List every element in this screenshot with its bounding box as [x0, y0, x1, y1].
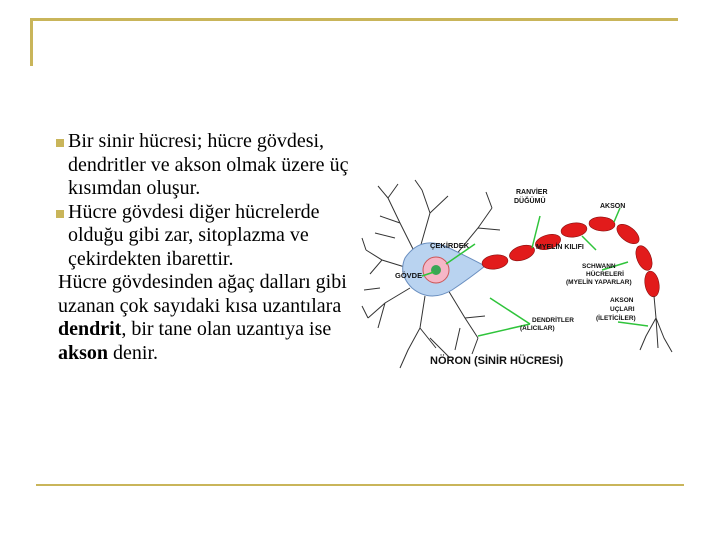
bullet-square-icon [56, 139, 64, 147]
myelin-label: MYELİN KILIFI [536, 244, 584, 251]
bold-term: akson [58, 341, 109, 364]
text-segment: Bir sinir hücresi; hücre gövdesi, dendritler ve akson olmak üzere üç kısımdan oluşur. [68, 130, 349, 199]
dendrite-label-1: DENDRİTLER [532, 317, 574, 324]
text-segment: Hücre gövdesinden ağaç dalları gibi uzanan çok sayıdaki kısa uzantılara [58, 271, 347, 317]
schwann-label-3: (MYELİN YAPARLAR) [566, 279, 632, 286]
paragraph [52, 271, 352, 365]
axon-terminal-label-1: AKSON [610, 297, 634, 304]
slide-text-block [52, 130, 352, 365]
bullet-paragraph [52, 130, 352, 201]
text-segment: denir. [108, 341, 159, 364]
ranvier-label-1: RANVİER [516, 189, 548, 196]
schwann-label-2: HÜCRELERİ [586, 271, 624, 278]
nucleus-label: ÇEKİRDEK [430, 241, 470, 250]
ranvier-label-2: DÜĞÜMÜ [514, 198, 546, 205]
text-segment: , bir tane olan uzantıya ise [121, 318, 332, 340]
bold-term: dendrit [58, 318, 122, 340]
nucleus-core [431, 265, 441, 275]
frame-top-line [30, 18, 678, 21]
axon-terminal-label-3: (İLETİCİLER) [596, 315, 636, 322]
text-segment: Hücre gövdesi diğer hücrelerde olduğu gibi zar, sitoplazma ve çekirdekten ibarettir. [68, 200, 320, 270]
neuron-diagram [360, 178, 680, 378]
cell-body-label: GÖVDE [395, 271, 423, 280]
figure-caption: NÖRON (SİNİR HÜCRESİ) [430, 355, 564, 367]
bullet-square-icon [56, 210, 64, 218]
schwann-label-1: SCHWANN [582, 263, 616, 270]
axon-label: AKSON [600, 203, 626, 210]
dendrite-label-2: (ALICILAR) [520, 325, 555, 332]
axon-terminals [640, 296, 672, 352]
bullet-paragraph [52, 201, 352, 272]
frame-bottom-line [36, 484, 684, 486]
neuron-svg [360, 178, 680, 378]
frame-left-line [30, 18, 33, 66]
axon-terminal-label-2: UÇLARI [610, 306, 635, 313]
